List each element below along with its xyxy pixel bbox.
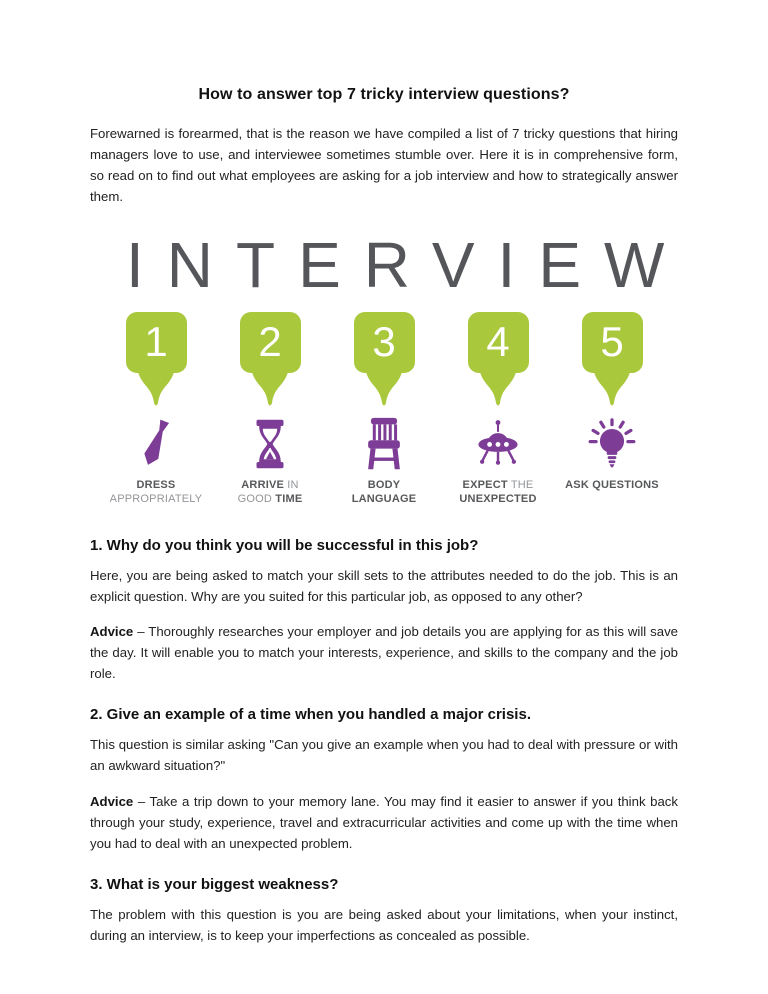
advice-label: Advice (90, 623, 134, 639)
speech-bubble-1 (126, 312, 187, 373)
infographic-item-2 (217, 312, 323, 507)
infographic-item-3 (331, 312, 437, 507)
bubble-number: 5 (600, 318, 624, 366)
infographic-title: INTERVIEW (126, 228, 688, 301)
advice-text: – Thoroughly researches your employer and job details you are applying for as this will save the day. It will enable you to match your interests, experience, and skills to the company and the job role. (90, 623, 678, 682)
speech-bubble-tail (240, 372, 300, 408)
item-label: ASK QUESTIONS (565, 478, 659, 491)
bubble-number: 2 (258, 318, 282, 366)
bubble-number: 3 (372, 318, 396, 366)
speech-bubble-4 (468, 312, 529, 373)
interview-infographic (103, 228, 688, 507)
infographic-item-1 (103, 312, 209, 507)
section-3-body: The problem with this question is you are being asked about your limitations, when your instinct, during an interview, is to keep your imperfections as concealed as possible. (90, 906, 678, 944)
bubble-number: 1 (144, 318, 168, 366)
infographic-columns (103, 312, 665, 507)
item-label: DRESS APPROPRIATELY (109, 478, 203, 506)
section-3-heading: 3. What is your biggest weakness? (90, 875, 339, 893)
advice-text: – Take a trip down to your memory lane. You may find it easier to answer if you think back through your study, experience, travel and extracurricular activities and come up with the time when you had to deal with an unexpected problem. (90, 793, 678, 851)
page-title: How to answer top 7 tricky interview questions? (198, 86, 570, 103)
hourglass-icon (243, 413, 297, 475)
ufo-icon (468, 413, 528, 475)
speech-bubble-tail (468, 372, 528, 408)
infographic-item-4 (445, 312, 551, 507)
speech-bubble-tail (354, 372, 414, 408)
speech-bubble-tail (582, 372, 642, 408)
necktie-icon (128, 413, 184, 475)
intro-paragraph: Forewarned is forearmed, that is the reason we have compiled a list of 7 tricky questions that hiring managers love to use, and interviewee sometimes stumble over. Here it is in comprehensive form, so read on to find out what employees are asking for a job interview and how to strategically answer them. (90, 126, 678, 205)
speech-bubble-3 (354, 312, 415, 373)
bubble-number: 4 (486, 318, 510, 366)
advice-label: Advice (90, 793, 134, 809)
section-2-body: This question is similar asking "Can you give an example when you had to deal with pressure or with an awkward situation?" (90, 737, 678, 774)
item-label: EXPECT THE UNEXPECTED (459, 478, 537, 506)
section-2-heading: 2. Give an example of a time when you handled a major crisis. (90, 706, 531, 724)
lightbulb-icon (583, 413, 641, 475)
speech-bubble-5 (582, 312, 643, 373)
speech-bubble-2 (240, 312, 301, 373)
item-label: ARRIVE IN GOOD TIME (237, 478, 303, 506)
section-2-advice (90, 791, 678, 854)
section-1-heading: 1. Why do you think you will be successful in this job? (90, 536, 479, 554)
item-label: BODY LANGUAGE (351, 478, 417, 506)
chair-icon (356, 413, 412, 475)
section-1-advice (90, 621, 678, 684)
infographic-item-5 (559, 312, 665, 507)
section-1-body: Here, you are being asked to match your skill sets to the attributes needed to do the job. This is an explicit question. Why are you suited for this particular job, as opposed to any other? (90, 567, 678, 604)
speech-bubble-tail (126, 372, 186, 408)
